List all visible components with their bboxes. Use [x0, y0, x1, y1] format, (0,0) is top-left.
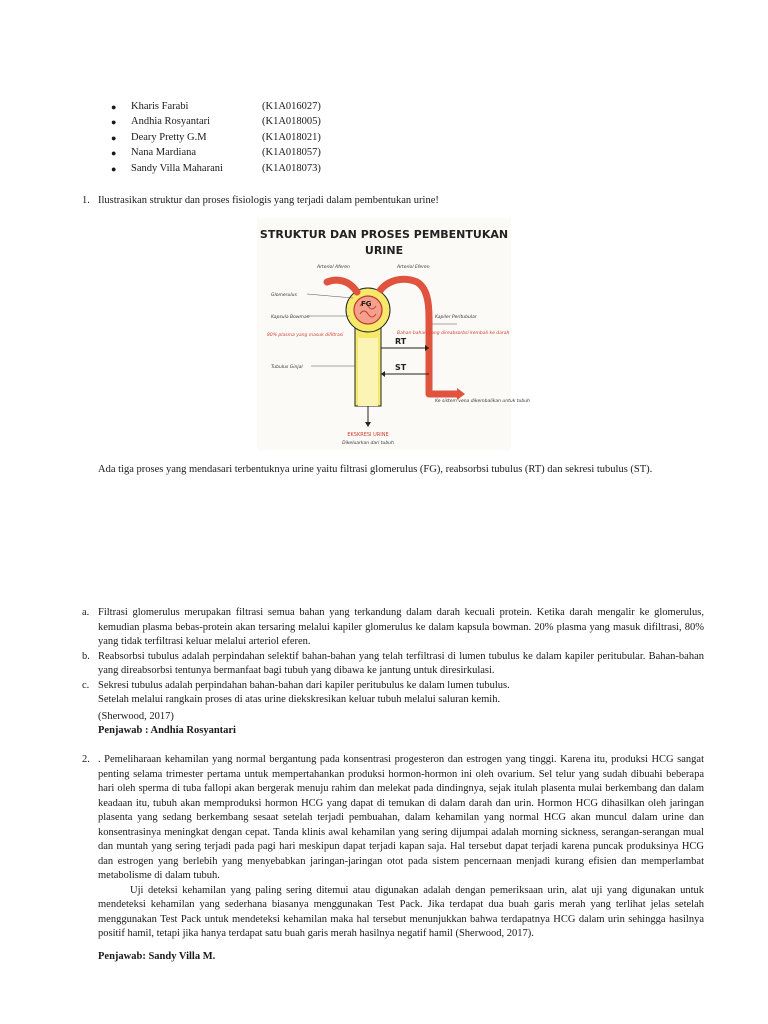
item-marker: b. [82, 650, 90, 662]
item-text: Sekresi tubulus adalah perpindahan bahan-bahan dari kapiler peritubulus ke dalam lumen tubulus. [98, 679, 510, 691]
member-id: (K1A016027) [262, 101, 321, 112]
bullet-icon: ● [111, 117, 117, 128]
question-number: 2. [82, 754, 90, 765]
item-text: Reabsorbsi tubulus adalah perpindahan selektif bahan-bahan yang telah terfiltrasi di lumen tubulus ke dalam kapiler peritubular. Bahan-bahan yang direabsorbsi tentunya bermanfaat bagi tubuh yang dibawa ke jantung untuk diresirkulasi. [98, 650, 704, 676]
kapiler-peritubular-label: Kapiler Peritubular [435, 315, 477, 320]
item-text: Filtrasi glomerulus merupakan filtrasi semua bahan yang terkandung dalam darah kecuali protein. Ketika darah mengalir ke glomerulus, kemudian plasma bebas-protein akan tersaring melalui kapiler glomerulus ke dalam kapsula bowman. 20% plasma yang masuk difiltrasi, 80% yang tidak terfiltrasi keluar melalui arteriol eferen. [98, 607, 704, 647]
item-marker: a. [82, 607, 90, 618]
ekskresi-urine-label: EKSKRESI URINE [347, 432, 389, 438]
reference-text: (Sherwood, 2017) [98, 711, 174, 722]
item-extra-text: Setelah melalui rangkain proses di atas urine diekskresikan keluar tubuh melalui saluran kemih. [98, 694, 501, 705]
item-marker: c. [82, 679, 90, 691]
paragraph-1: . Pemeliharaan kehamilan yang normal bergantung pada konsentrasi progesteron dan estrogen yang tinggi. Karena itu, produksi HCG sangat penting selama trimester pertama untuk mempertahankan produksi hormon-hormon ini oleh ovarium. Sel telur yang sudah dibuahi beberapa hari oleh sperma di tuba fallopi akan bergerak menuju rahim dan melekat pada dindingnya, sejak itulah plasenta mulai berkembang dan dalam keadaan itu, tubuh akan memproduksi hormon HCG yang dapat di temukan di dalam darah dan urin. Hormon HCG dihasilkan oleh jaringan plasenta yang sedang berkembang sesaat setelah terjadi pembuahan, dalam kehamilan yang normal HCG akan muncul dalam urine dan konsentrasinya meningkat dengan cepat. Tanda klinis awal kehamilan yang sering dijumpai adalah morning sickness, serangan-serangan mual dan muntah yang sering terjadi pada pagi hari meskipun dapat terjadi kapan saja. Hal tersebut dapat terjadi karena puncak produksinya HCG dan estrogen yang berlebih yang menyebabkan jaringan-jaringan otot pada sistem pencernaan menjadi kurang efisien dan memperlambat metabolisme di dalam tubuh. [98, 754, 704, 881]
red-annotation-left: 80% plasma yang masuk difiltrasi [267, 333, 344, 338]
tubule-lumen [358, 338, 378, 406]
summary-text: Ada tiga proses yang mendasari terbentuknya urine yaitu filtrasi glomerulus (FG), reabsorbsi tubulus (RT) dan sekresi tubulus (ST). [98, 464, 653, 475]
bullet-icon: ● [111, 148, 117, 159]
member-id: (K1A018021) [262, 131, 321, 143]
dikeluarkan-label: Dikeluarkan dari tubuh [342, 441, 394, 446]
rt-label: RT [395, 337, 407, 346]
glomerulus-label: Glomerulus [271, 293, 297, 298]
member-name: Sandy Villa Maharani [131, 162, 223, 174]
bullet-icon: ● [111, 132, 117, 143]
st-label: ST [395, 363, 407, 372]
bullet-icon: ● [111, 102, 117, 112]
member-name: Andhia Rosyantari [131, 116, 211, 128]
answerer-1: Penjawab : Andhia Rosyantari [98, 725, 236, 736]
figure-title-line2: URINE [364, 244, 404, 257]
fg-label: FG [361, 300, 372, 308]
explanation-item [82, 606, 704, 650]
arteriol-aferen-label: Arteriol Aferen [317, 265, 350, 270]
member-name: Kharis Farabi [131, 101, 189, 112]
urine-formation-illustration [257, 218, 530, 450]
member-id: (K1A018057) [262, 147, 321, 159]
tubulus-ginjal-label: Tubulus Ginjal [271, 365, 303, 370]
explanation-item [82, 679, 704, 708]
question-text: Ilustrasikan struktur dan proses fisiologis yang terjadi dalam pembentukan urine! [98, 195, 439, 206]
arteriol-eferen-label: Arteriol Eferen [397, 265, 430, 270]
red-annotation-right: Bahan-bahan yang direabsorbsi kembali ke darah [397, 331, 510, 336]
question-2 [82, 753, 704, 942]
figure-title-line1: STRUKTUR DAN PROSES PEMBENTUKAN [259, 228, 509, 241]
ke-sistem-vena-label: Ke sistem vena dikembalikan untuk tubuh [435, 399, 530, 404]
question-number: 1. [82, 195, 90, 206]
member-id: (K1A018005) [262, 116, 321, 128]
answerer-2: Penjawab: Sandy Villa M. [98, 951, 216, 962]
member-name: Nana Mardiana [131, 147, 197, 159]
explanation-item [82, 650, 704, 679]
member-id: (K1A018073) [262, 162, 321, 174]
bullet-icon: ● [111, 163, 117, 174]
member-name: Deary Pretty G.M [131, 131, 207, 143]
paragraph-2: Uji deteksi kehamilan yang paling sering ditemui atau digunakan adalah dengan pemeriksaan urin, alat uji yang digunakan untuk mendeteksi kehamilan yang sederhana biasanya menggunakan Test Pack. Jika terdapat dua buah garis merah yang terlihat jelas setelah menggunakan Test Pack untuk mendeteksi kehamilan maka hal tersebut menunjukkan bahwa terdapatnya HCG dalam urin sehingga hasilnya positif hamil, tetapi jika hanya terdapat satu buah garis merah hasilnya negatif hamil (Sherwood, 2017). [98, 884, 704, 939]
kapsula-bowman-label: Kapsula Bowman [271, 315, 310, 320]
explanation-list [82, 606, 704, 708]
